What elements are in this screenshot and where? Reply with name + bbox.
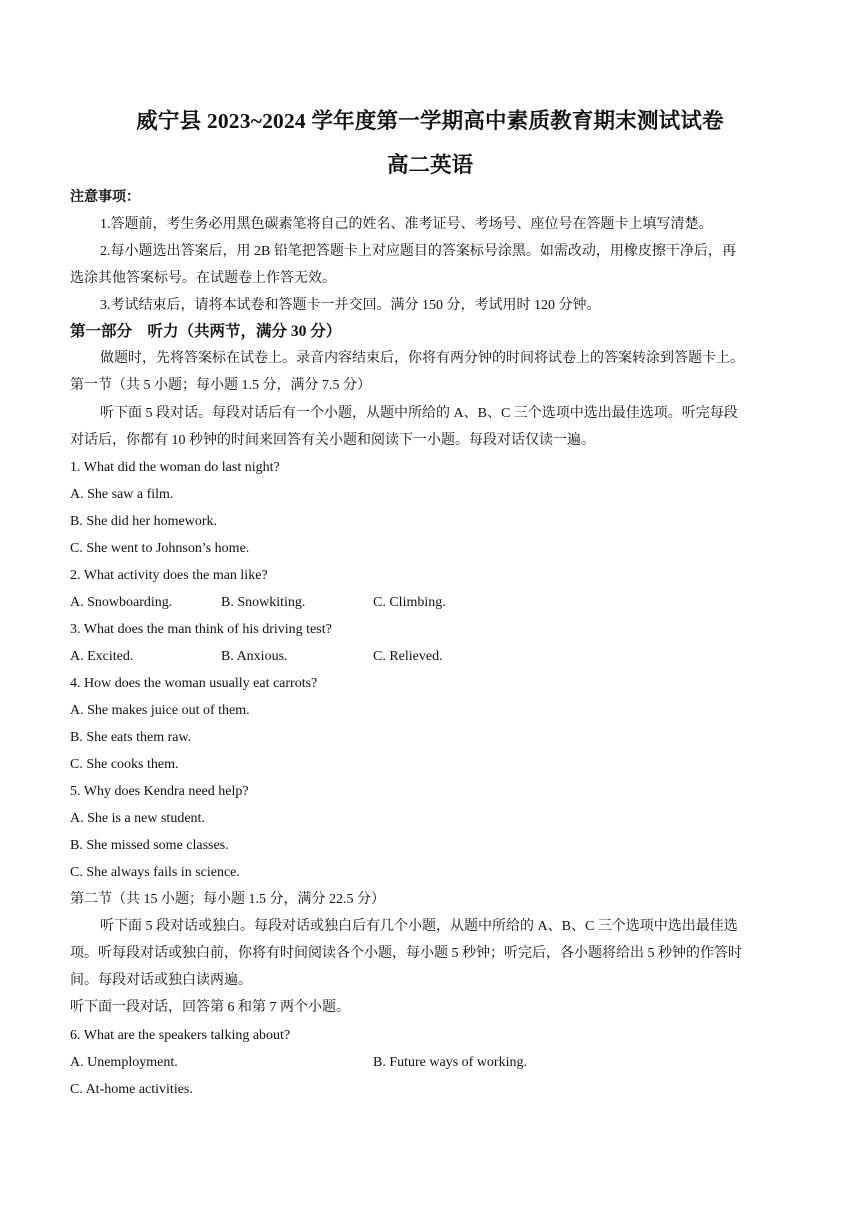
q4-option-c: C. She cooks them.: [70, 757, 179, 772]
q1-option-b: B. She did her homework.: [70, 514, 217, 529]
question-6: 6. What are the speakers talking about?: [70, 1028, 291, 1043]
question-1: 1. What did the woman do last night?: [70, 460, 280, 475]
exam-title: 威宁县 2023~2024 学年度第一学期高中素质教育期末测试试卷: [136, 109, 724, 133]
section1-instruction-1: 听下面 5 段对话。每段对话后有一个小题，从题中所给的 A、B、C 三个选项中选出最佳选项。听完每段: [100, 406, 738, 421]
section2-instruction-2: 项。听每段对话或独白前，你将有时间阅读各个小题，每小题 5 秒钟；听完后，各小题将给出 5 秒钟的作答时: [70, 946, 742, 961]
q6-option-c: C. At-home activities.: [70, 1082, 193, 1097]
q3-option-a: A. Excited.: [70, 649, 134, 664]
exam-subtitle: 高二英语: [386, 153, 473, 177]
section1-instruction-2: 对话后，你都有 10 秒钟的时间来回答有关小题和阅读下一小题。每段对话仅读一遍。: [70, 433, 595, 448]
section2-instruction-1: 听下面 5 段对话或独白。每段对话或独白后有几个小题，从题中所给的 A、B、C 三个选项中选出最佳选: [100, 919, 738, 934]
q1-option-c: C. She went to Johnson’s home.: [70, 541, 250, 556]
section2-instruction-3: 间。每段对话或独白读两遍。: [70, 973, 252, 988]
q6-option-b: B. Future ways of working.: [373, 1055, 527, 1070]
question-3: 3. What does the man think of his driving test?: [70, 622, 332, 637]
part1-title: 第一部分 听力（共两节，满分 30 分）: [70, 323, 342, 340]
part1-intro: 做题时，先将答案标在试卷上。录音内容结束后，你将有两分钟的时间将试卷上的答案转涂到答题卡上。: [100, 351, 744, 366]
question-4: 4. How does the woman usually eat carrots?: [70, 676, 318, 691]
notice-item-2-cont: 选涂其他答案标号。在试题卷上作答无效。: [70, 271, 336, 286]
notice-item-2: 2.每小题选出答案后，用 2B 铅笔把答题卡上对应题目的答案标号涂黑。如需改动，用橡皮擦干净后，再: [100, 244, 736, 259]
q2-option-b: B. Snowkiting.: [221, 595, 306, 610]
section2-title: 第二节（共 15 小题；每小题 1.5 分，满分 22.5 分）: [70, 892, 385, 907]
q6-option-a: A. Unemployment.: [70, 1055, 178, 1070]
notice-heading: 注意事项：: [70, 190, 140, 205]
notice-item-3: 3.考试结束后，请将本试卷和答题卡一并交回。满分 150 分，考试用时 120 分钟。: [100, 298, 601, 313]
q3-option-b: B. Anxious.: [221, 649, 288, 664]
question-5: 5. Why does Kendra need help?: [70, 784, 249, 799]
q1-option-a: A. She saw a film.: [70, 487, 174, 502]
q2-option-a: A. Snowboarding.: [70, 595, 173, 610]
q4-option-b: B. She eats them raw.: [70, 730, 192, 745]
section1-title: 第一节（共 5 小题；每小题 1.5 分，满分 7.5 分）: [70, 378, 371, 393]
q3-option-c: C. Relieved.: [373, 649, 443, 664]
q5-option-b: B. She missed some classes.: [70, 838, 229, 853]
q4-option-a: A. She makes juice out of them.: [70, 703, 250, 718]
q5-option-c: C. She always fails in science.: [70, 865, 240, 880]
section2-lead: 听下面一段对话，回答第 6 和第 7 两个小题。: [70, 1000, 350, 1015]
q5-option-a: A. She is a new student.: [70, 811, 205, 826]
q2-option-c: C. Climbing.: [373, 595, 446, 610]
notice-item-1: 1.答题前，考生务必用黑色碳素笔将自己的姓名、准考证号、考场号、座位号在答题卡上填写清楚。: [100, 217, 713, 232]
question-2: 2. What activity does the man like?: [70, 568, 268, 583]
